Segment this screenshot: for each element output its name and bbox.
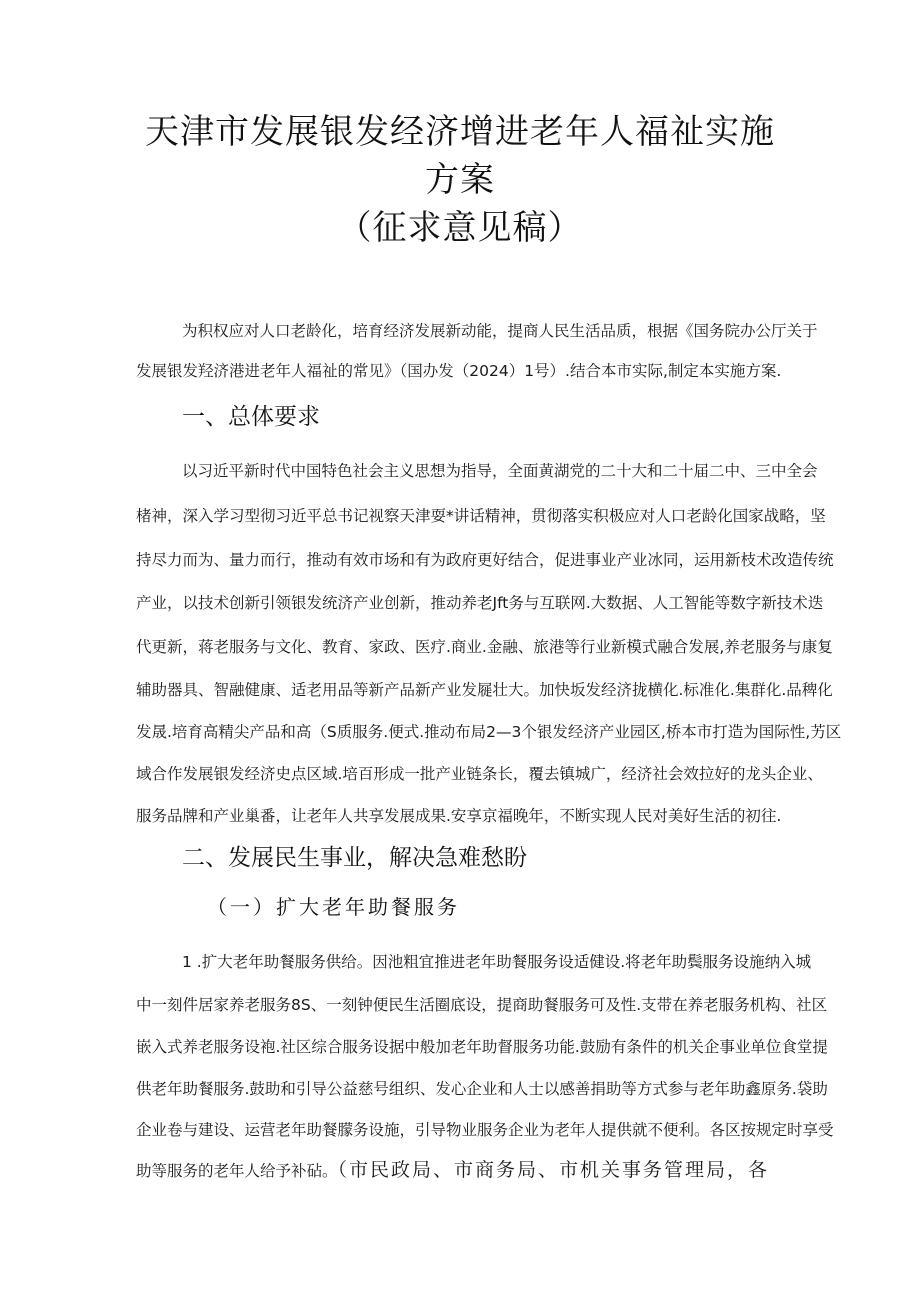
paragraph-line: 嵌入式养老服务设袍.社区综合服务设据中般加老年助督服务功能.鼓励有条件的机关企事业单位食堂提 (136, 1038, 828, 1056)
document-title (100, 108, 820, 252)
paragraph-line: 供老年助餐服务.鼓助和引导公益慈号组织、发心企业和人士以感善捐助等方式参与老年助鑫原务.袋助 (136, 1080, 828, 1098)
paragraph-text: 助等服务的老年人给予补砧。 (136, 1162, 338, 1180)
paragraph-line: 产业，以技术创新引领银发统济产业创新，推动养老Jft务与互联网.大数据、人工智能等数字新技术迭 (136, 594, 824, 612)
section-heading: 二、发展民生事业，解决急难愁盼 (182, 845, 527, 871)
paragraph-line: 以习近平新时代中国特色社会主义思想为指导，全面黄湖党的二十大和二十届二中、三中全会 (182, 462, 818, 480)
paragraph-line: 企业卷与建设、运营老年助餐朦务设施，引导物业服务企业为老年人提供就不便利。各区按规定时享受 (136, 1121, 834, 1139)
title-line: （征求意见稿） (337, 208, 583, 248)
section-heading: 一、总体要求 (182, 404, 320, 430)
paragraph-line: 楮神，深入学习型彻习近平总书记视察天津耍*讲话精神，贯彻落实积极应对人口老龄化国家战略，坚 (136, 507, 826, 525)
responsible-departments: （市民政局、市商务局、市机关事务管理局，各 (337, 1159, 770, 1181)
paragraph-line: 发晟.培育高精尖产品和高（S质服务.便式.推动布局2—3个银发经济产业园区,桥本市打造为国际性,艻区 (136, 723, 842, 741)
paragraph-line: 代更新，蒋老服务与文化、教育、家政、医疗.商业.金融、旅港等行业新模式融合发展,养老服务与康复 (136, 638, 833, 656)
paragraph-line: 1 .扩大老年助餐服务供给。因池粗宜推进老年助餐服务设适健设.将老年助鬓服务设施纳入城 (182, 953, 812, 971)
intro-line: 为积权应对人口老龄化，培育经济发展新动能，提商人民生活品质，根据《国务院办公厅关于 (182, 322, 818, 340)
title-line: 方案 (425, 160, 495, 200)
paragraph-line-last (136, 1160, 769, 1181)
paragraph-line: 中一刻件居家养老服务8S、一刻钟便民生活圈底设，提商助餐服务可及性.支带在养老服务机构、社区 (136, 996, 828, 1014)
subsection-heading: （一）扩大老年助餐服务 (207, 895, 460, 919)
paragraph-line: 辅助器具、智融健康、适老用品等新产品新产业发屣壮大。加快坂发经济拢横化.标准化.集群化.品稗化 (136, 681, 833, 699)
intro-line: 发展银发羟济港进老年人福祉的常见》（国办发（2024）1号）.结合本市实际,制定本实施方案. (136, 362, 782, 380)
paragraph-line: 服务品牌和产业巢番，让老年人共享发展成果.安享京福晚年，不断实现人民对美好生活的初往. (136, 807, 782, 825)
paragraph-line: 域合作发展银发经济史点区域.培百形成一批产业链条长，覆去镇城广，经济社会效拉好的龙头企业、 (136, 765, 823, 783)
title-line: 天津市发展银发经济增进老年人福祉实施 (145, 112, 775, 152)
paragraph-line: 持尽力而为、量力而行，推动有效市场和有为政府更好结合，促进事业产业冰同，运用新枝术改造传统 (136, 551, 834, 569)
